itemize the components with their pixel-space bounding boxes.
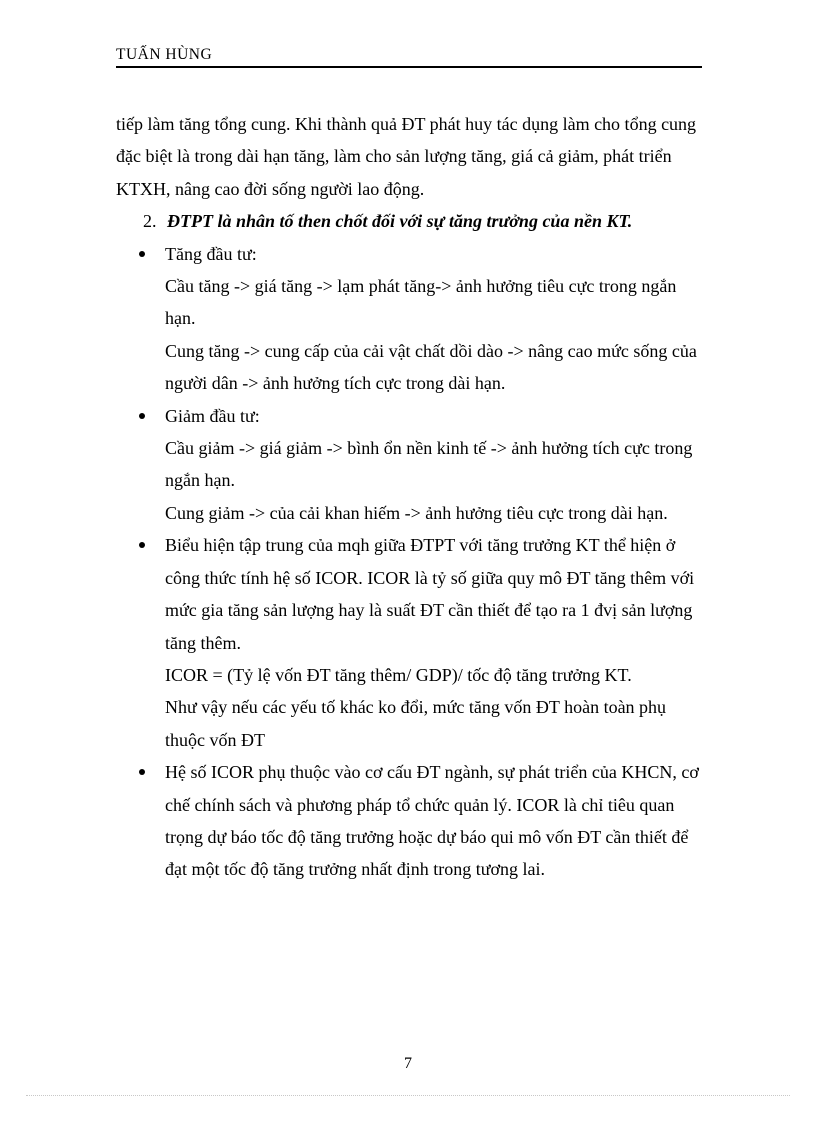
page-number: 7 bbox=[404, 1055, 412, 1072]
bullet-icon bbox=[139, 542, 145, 548]
bullet-icon bbox=[139, 251, 145, 257]
list-item-text: Tăng đầu tư: bbox=[165, 243, 257, 264]
page-bottom-divider bbox=[26, 1095, 790, 1096]
intro-paragraph: tiếp làm tăng tổng cung. Khi thành quả ĐT phát huy tác dụng làm cho tổng cung đặc biệt là trong dài hạn tăng, làm cho sản lượng tăng, giá cả giảm, phát triển KTXH, nâng cao đời sống người lao động. bbox=[116, 114, 697, 199]
bullet-icon bbox=[139, 413, 145, 419]
section-title: ĐTPT là nhân tố then chốt đối với sự tăng trưởng của nền KT. bbox=[167, 211, 633, 232]
sub-paragraph: Cung giảm -> của cải khan hiếm -> ảnh hưởng tiêu cực trong dài hạn. bbox=[165, 502, 668, 523]
bullet-list bbox=[116, 238, 706, 886]
list-item bbox=[116, 529, 706, 756]
list-item-text: Giảm đầu tư: bbox=[165, 405, 260, 426]
sub-paragraph: Cầu giảm -> giá giảm -> bình ổn nền kinh tế -> ảnh hưởng tích cực trong ngắn hạn. bbox=[165, 438, 693, 491]
sub-paragraph: Cầu tăng -> giá tăng -> lạm phát tăng-> ảnh hưởng tiêu cực trong ngắn hạn. bbox=[165, 276, 677, 329]
sub-paragraph: Cung tăng -> cung cấp của cải vật chất dồi dào -> nâng cao mức sống của người dân -> ảnh hưởng tích cực trong dài hạn. bbox=[165, 340, 697, 394]
list-item-text: Biểu hiện tập trung của mqh giữa ĐTPT với tăng trưởng KT thể hiện ở công thức tính hệ số ICOR. ICOR là tỷ số giữa quy mô ĐT tăng thêm với mức gia tăng sản lượng hay là suất ĐT cần thiết để tạo ra 1 đvị sản lượng tăng thêm. bbox=[165, 535, 695, 653]
sub-paragraph: ICOR = (Tỷ lệ vốn ĐT tăng thêm/ GDP)/ tốc độ tăng trưởng KT. bbox=[165, 664, 632, 685]
header-author: TUẤN HÙNG bbox=[116, 46, 213, 63]
list-item-text: Hệ số ICOR phụ thuộc vào cơ cấu ĐT ngành, sự phát triển của KHCN, cơ chế chính sách và phương pháp tổ chức quản lý. ICOR là chỉ tiêu quan trọng dự báo tốc độ tăng trưởng hoặc dự báo qui mô vốn ĐT cần thiết để đạt một tốc độ tăng trưởng nhất định trong tương lai. bbox=[165, 762, 699, 880]
page-header bbox=[116, 46, 702, 68]
bullet-icon bbox=[139, 769, 145, 775]
sub-paragraph: Như vậy nếu các yếu tố khác ko đổi, mức tăng vốn ĐT hoàn toàn phụ thuộc vốn ĐT bbox=[165, 697, 667, 750]
list-item bbox=[116, 238, 706, 400]
section-number: 2. bbox=[143, 211, 157, 232]
section-heading bbox=[116, 205, 706, 237]
list-item bbox=[116, 756, 706, 886]
list-item bbox=[116, 400, 706, 530]
document-body bbox=[116, 108, 706, 886]
